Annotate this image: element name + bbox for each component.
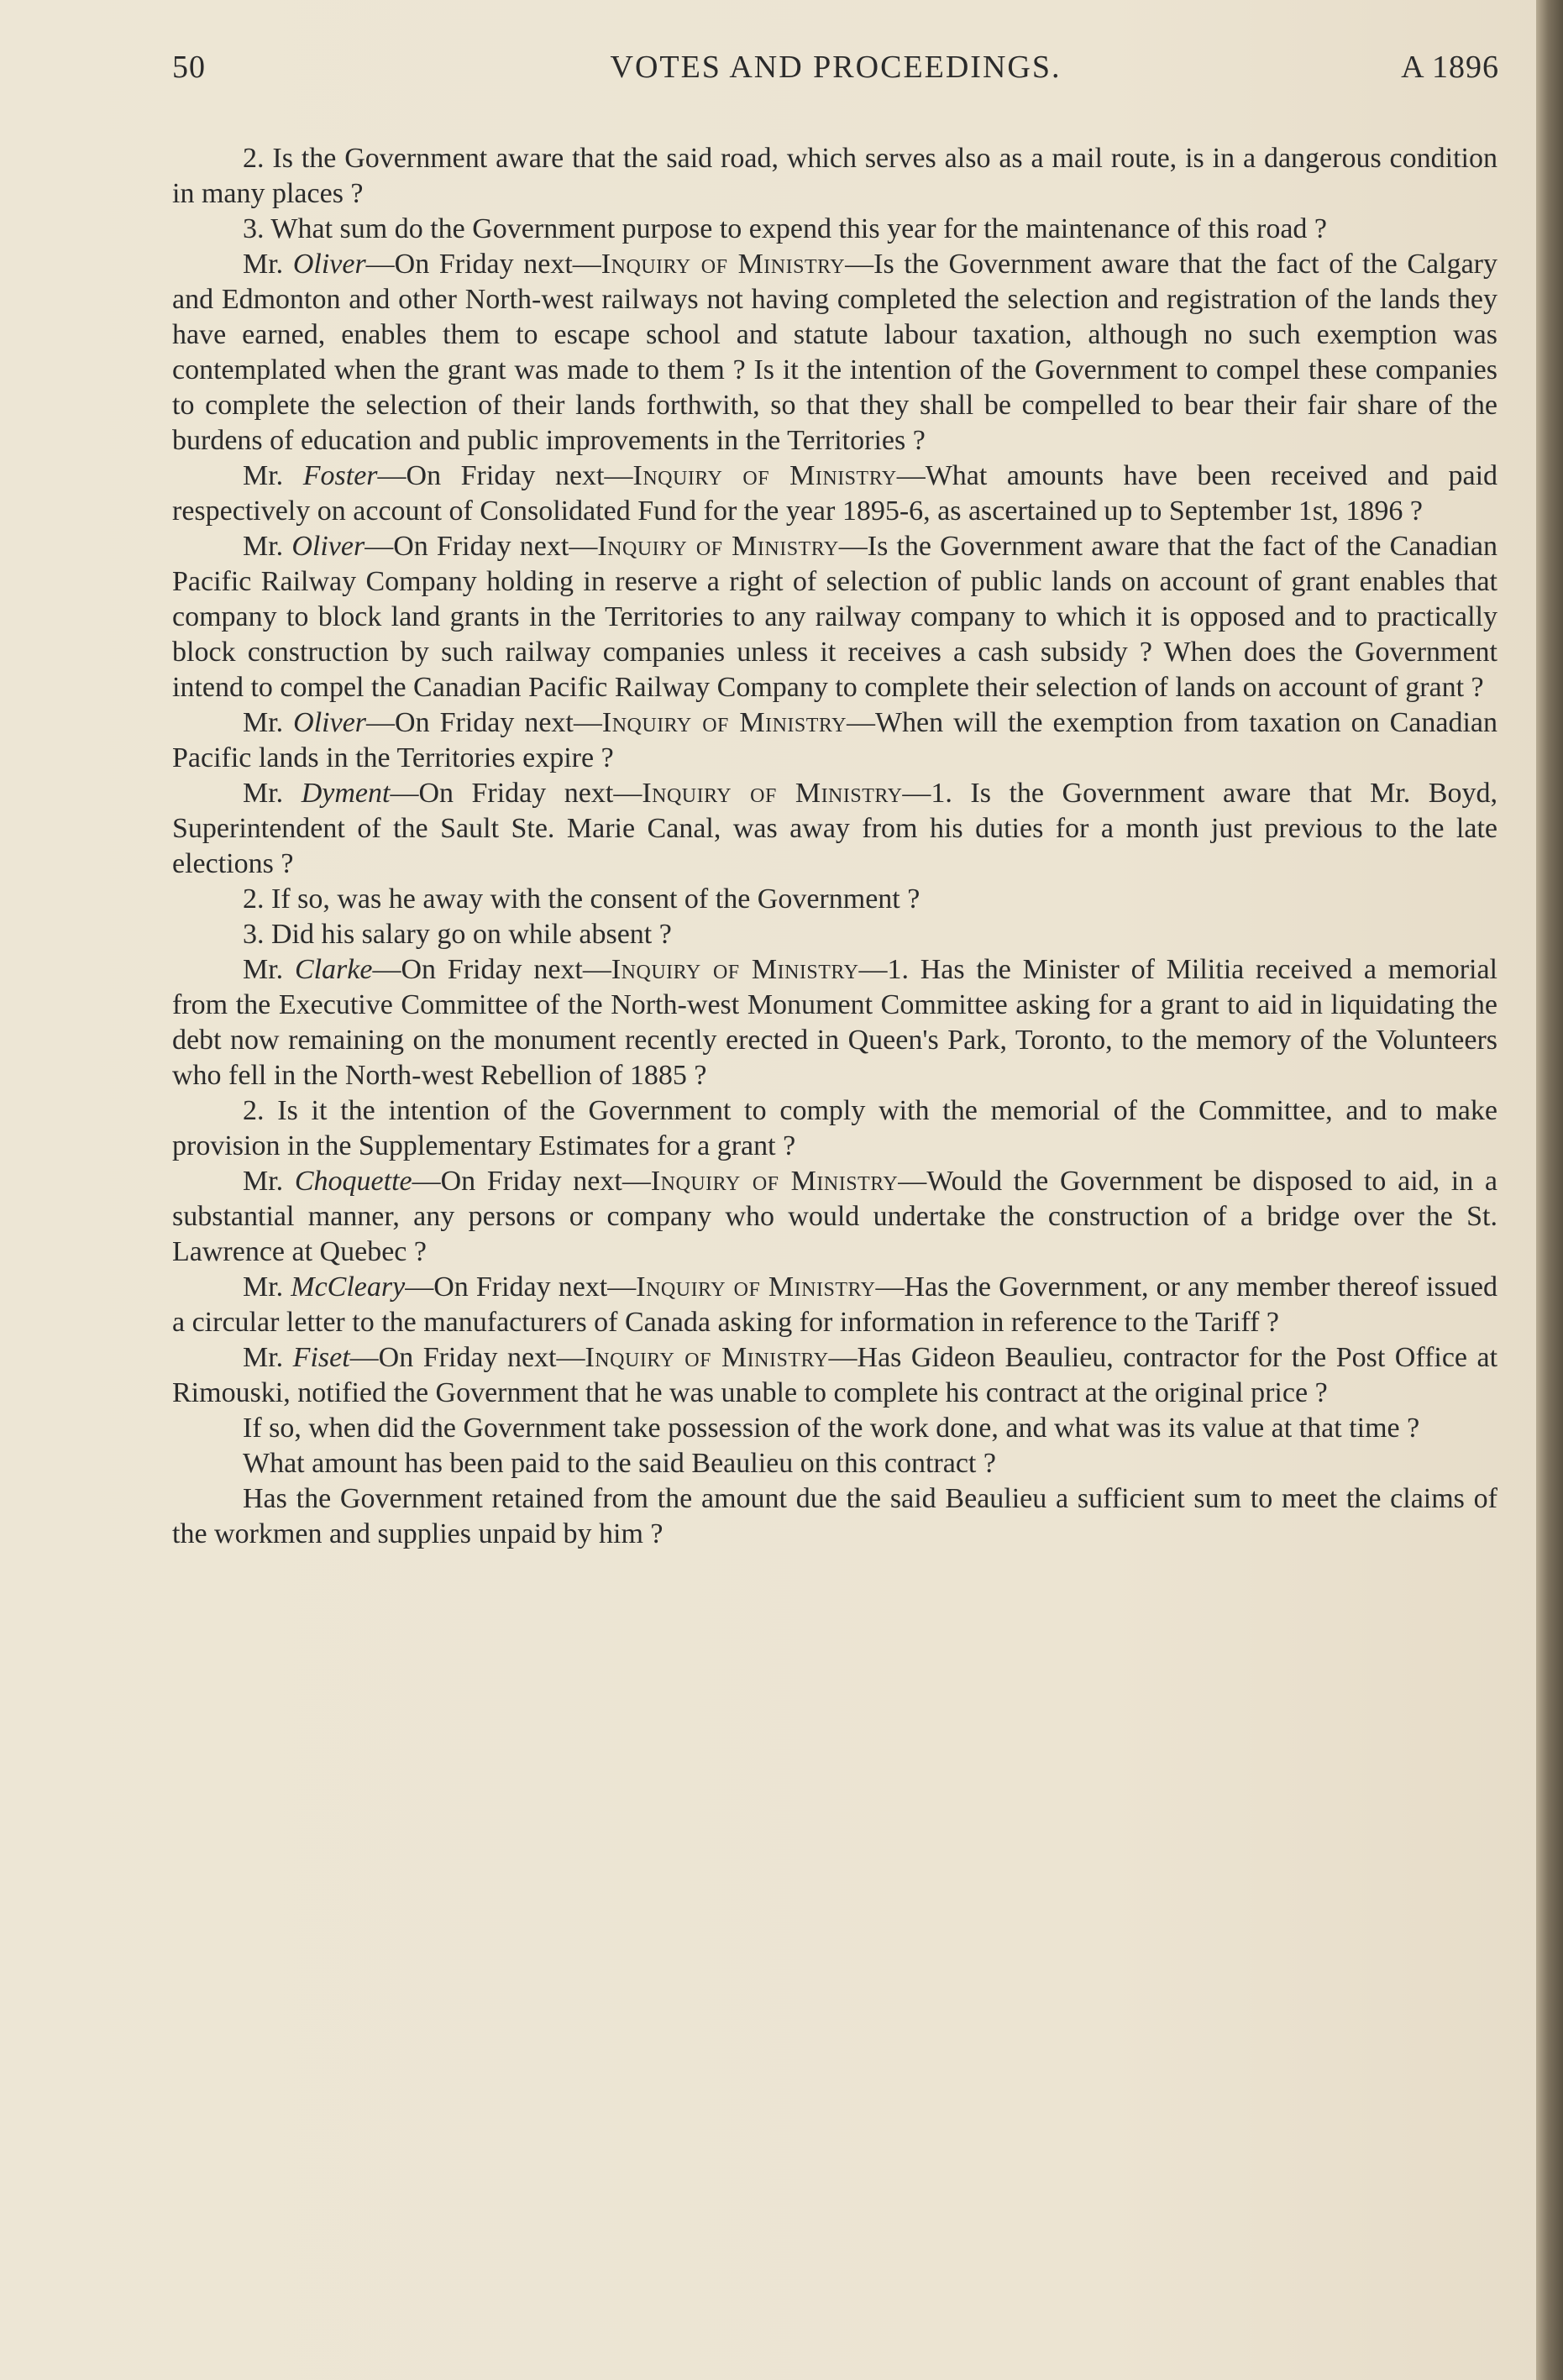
inquiry-intro: —On Friday next— (365, 249, 601, 280)
member-name: Oliver (292, 249, 366, 280)
session-year: A 1896 (1401, 50, 1499, 85)
inquiry-intro: —On Friday next— (365, 531, 598, 562)
inquiry-heading: Inquiry of Ministry (601, 707, 847, 738)
inquiry-entry (172, 1270, 1497, 1340)
member-prefix: Mr. (243, 460, 303, 491)
member-name: Oliver (291, 531, 365, 562)
inquiry-heading: Inquiry of Ministry (650, 1166, 899, 1197)
inquiry-question: —Has the Government, or any member thereof issued a circular letter to the manufacturers of Canada asking for information in reference to the Tariff ? (172, 1271, 1498, 1338)
member-name: McCleary (291, 1271, 406, 1303)
inquiry-heading: Inquiry of Ministry (632, 460, 897, 491)
inquiry-question: —Is the Government aware that the fact of the Canadian Pacific Railway Company holding in reserve a right of selection of public lands on account of grant enables that company to block land grants in the Territories to any railway company to which it is opposed and to practically block construction by such railway companies unless it receives a cash subsidy ? When does the Government intend to compel the Canadian Pacific Railway Company to complete their selection of lands on account of grant ? (172, 531, 1498, 703)
inquiry-heading: Inquiry of Ministry (642, 778, 903, 809)
inquiry-intro: —On Friday next— (390, 778, 643, 809)
inquiry-intro: —On Friday next— (405, 1271, 637, 1303)
paragraph: 3. What sum do the Government purpose to expend this year for the maintenance of this road ? (243, 213, 1328, 244)
inquiry-intro: —On Friday next— (412, 1166, 651, 1197)
inquiry-entry (172, 529, 1497, 705)
inquiry-followup: Has the Government retained from the amount due the said Beaulieu a sufficient sum to meet the claims of the workmen and supplies unpaid by him ? (172, 1483, 1497, 1549)
member-prefix: Mr. (243, 1166, 295, 1197)
member-name: Foster (302, 460, 378, 491)
member-name: Oliver (293, 707, 367, 738)
member-prefix: Mr. (243, 778, 302, 809)
inquiry-intro: —On Friday next— (366, 707, 602, 738)
member-name: Choquette (294, 1166, 412, 1197)
inquiry-entry (172, 705, 1497, 776)
inquiry-question: —When will the exemption from taxation on Canadian Pacific lands in the Territories expire ? (172, 707, 1498, 773)
inquiry-intro: —On Friday next— (349, 1342, 585, 1373)
inquiry-question: —1. Has the Minister of Militia received a memorial from the Executive Committee of the North-west Monument Committee asking for a grant to aid in liquidating the debt now remaining on the monument recently erected in Queen's Park, Toronto, to the memory of the Volunteers who fell in the North-west Rebellion of 1885 ? (172, 954, 1498, 1091)
member-prefix: Mr. (243, 1271, 291, 1303)
inquiry-entry (172, 1340, 1497, 1411)
inquiry-entry (172, 247, 1497, 459)
inquiry-followup: 3. Did his salary go on while absent ? (243, 919, 672, 950)
member-prefix: Mr. (243, 249, 293, 280)
running-title: VOTES AND PROCEEDINGS. (610, 50, 1062, 85)
inquiry-question: —What amounts have been received and paid respectively on account of Consolidated Fund for the year 1895-6, as ascertained up to September 1st, 1896 ? (172, 460, 1498, 527)
inquiry-question: —1. Is the Government aware that Mr. Boyd, Superintendent of the Sault Ste. Marie Canal, was away from his duties for a month just previous to the late elections ? (172, 778, 1497, 879)
inquiry-entry (172, 776, 1497, 882)
inquiry-followup: 2. If so, was he away with the consent of the Government ? (243, 883, 920, 915)
inquiry-heading: Inquiry of Ministry (585, 1342, 829, 1373)
member-name: Fiset (292, 1342, 350, 1373)
inquiry-heading: Inquiry of Ministry (597, 531, 839, 562)
inquiry-question: —Is the Government aware that the fact of the Calgary and Edmonton and other North-west railways not having completed the selection and registration of the lands they have earned, enables them to escape school and statute labour taxation, although no such exemption was contemplated when the grant was made to them ? Is it the intention of the Government to compel these companies to complete the selection of their lands forthwith, so that they shall be compelled to bear their fair share of the burdens of education and public improvements in the Territories ? (172, 249, 1497, 456)
page-number: 50 (172, 50, 206, 85)
inquiry-heading: Inquiry of Ministry (601, 249, 846, 280)
inquiry-intro: —On Friday next— (377, 460, 633, 491)
inquiry-entry (172, 1164, 1497, 1270)
inquiry-heading: Inquiry of Ministry (611, 954, 859, 985)
page-header (172, 49, 1499, 91)
member-name: Dyment (301, 778, 391, 809)
inquiry-heading: Inquiry of Ministry (636, 1271, 876, 1303)
member-prefix: Mr. (243, 954, 295, 985)
member-prefix: Mr. (243, 531, 292, 562)
inquiry-question: —Would the Government be disposed to aid, in a substantial manner, any persons or company who would undertake the construction of a bridge over the St. Lawrence at Quebec ? (172, 1166, 1498, 1267)
inquiry-followup: What amount has been paid to the said Beaulieu on this contract ? (243, 1448, 996, 1479)
inquiry-entry (172, 952, 1497, 1093)
paragraph: 2. Is the Government aware that the said road, which serves also as a mail route, is in a dangerous condition in many places ? (172, 143, 1497, 209)
inquiry-entry (172, 459, 1497, 529)
inquiry-followup: If so, when did the Government take possession of the work done, and what was its value at that time ? (243, 1413, 1420, 1444)
inquiry-followup: 2. Is it the intention of the Government to comply with the memorial of the Committee, and to make provision in the Supplementary Estimates for a grant ? (172, 1095, 1497, 1161)
inquiry-question: —Has Gideon Beaulieu, contractor for the Post Office at Rimouski, notified the Government that he was unable to complete his contract at the original price ? (172, 1342, 1498, 1408)
member-name: Clarke (294, 954, 373, 985)
document-body (172, 141, 1497, 1552)
member-prefix: Mr. (243, 707, 294, 738)
inquiry-intro: —On Friday next— (372, 954, 611, 985)
member-prefix: Mr. (243, 1342, 293, 1373)
page-binding-edge (1536, 0, 1563, 2380)
